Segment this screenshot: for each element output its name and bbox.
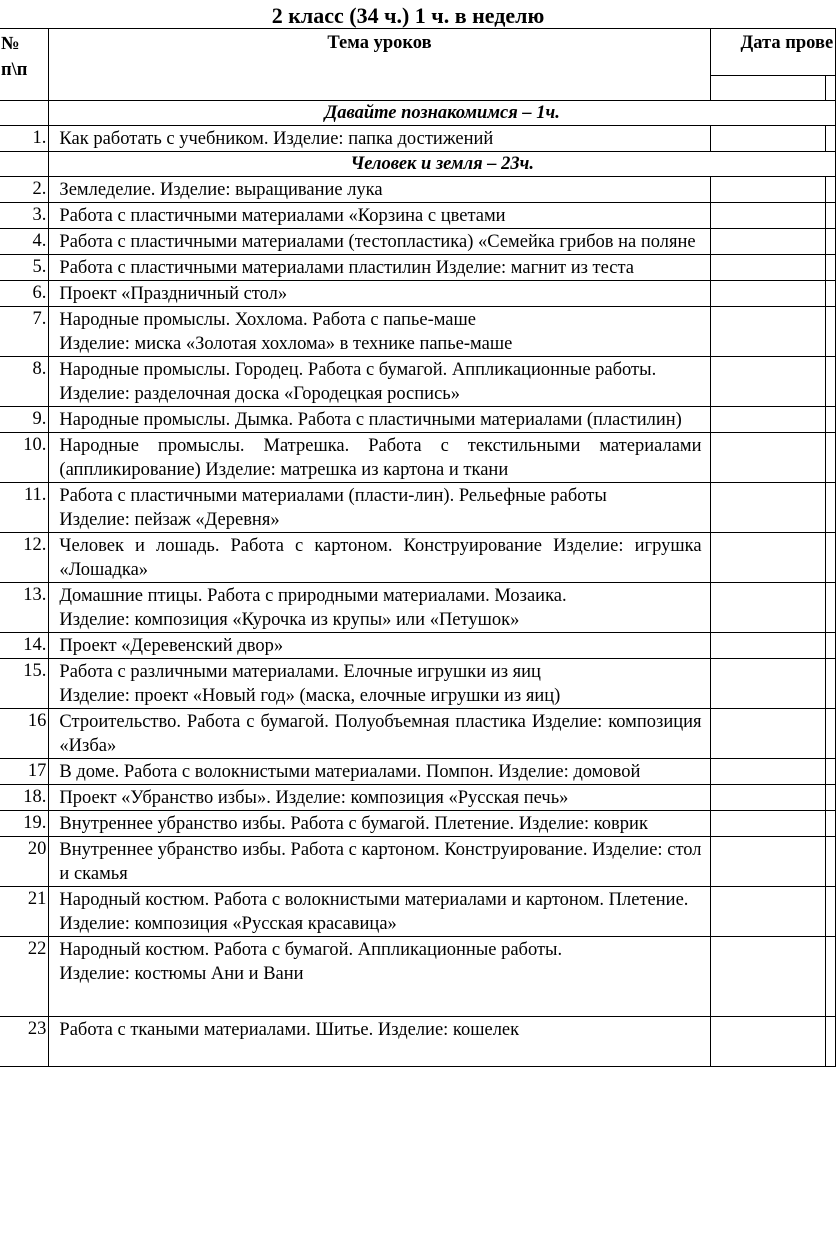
table-row <box>0 433 836 483</box>
lesson-topic <box>49 357 710 407</box>
date-cell <box>825 203 835 229</box>
date-cell <box>825 785 835 811</box>
date-cell <box>825 709 835 759</box>
date-cell <box>825 357 835 407</box>
lesson-topic-line: Работа с пластичными материалами (пласти-лин). Рельефные работы <box>59 486 607 506</box>
lesson-topic-line: Народные промыслы. Дымка. Работа с пластичными материалами (пластилин) <box>59 410 682 430</box>
lesson-topic <box>49 937 710 1017</box>
section-row <box>0 152 836 177</box>
table-row <box>0 659 836 709</box>
date-cell <box>710 785 825 811</box>
section-row <box>0 101 836 126</box>
date-cell <box>825 659 835 709</box>
lesson-number <box>0 307 49 357</box>
date-cell <box>710 357 825 407</box>
date-cell <box>710 126 825 152</box>
table-row <box>0 583 836 633</box>
date-cell <box>710 709 825 759</box>
date-cell <box>710 177 825 203</box>
lesson-topic <box>49 785 710 811</box>
lesson-number <box>0 433 49 483</box>
lesson-topic <box>49 533 710 583</box>
lesson-number <box>0 281 49 307</box>
date-cell <box>825 229 835 255</box>
table-row <box>0 177 836 203</box>
lesson-topic-line: Земледелие. Изделие: выращивание лука <box>59 180 383 200</box>
table-row <box>0 1017 836 1067</box>
date-cell <box>710 633 825 659</box>
lesson-topic-line: Изделие: пейзаж «Деревня» <box>59 510 280 530</box>
lesson-number <box>0 709 49 759</box>
date-cell <box>710 583 825 633</box>
lesson-topic <box>49 255 710 281</box>
lesson-number-text: 4. <box>32 231 47 251</box>
date-subcell <box>825 76 835 101</box>
lesson-plan-table <box>0 28 836 1067</box>
date-cell <box>710 307 825 357</box>
header-number: № п\п <box>0 29 49 101</box>
lesson-topic <box>49 307 710 357</box>
lesson-topic-line: Проект «Праздничный стол» <box>59 284 288 304</box>
lesson-topic <box>49 281 710 307</box>
lesson-number <box>0 229 49 255</box>
date-cell <box>825 583 835 633</box>
lesson-topic-line: Изделие: костюмы Ани и Вани <box>59 964 304 984</box>
lesson-topic-line: В доме. Работа с волокнистыми материалами. Помпон. Изделие: домовой <box>59 762 641 782</box>
lesson-topic-line: Изделие: проект «Новый год» (маска, елочные игрушки из яиц) <box>59 686 561 706</box>
lesson-topic <box>49 659 710 709</box>
lesson-number-text: 13. <box>23 585 47 605</box>
date-cell <box>710 433 825 483</box>
date-cell <box>825 307 835 357</box>
date-cell <box>710 887 825 937</box>
lesson-number <box>0 659 49 709</box>
date-cell <box>710 407 825 433</box>
date-cell <box>825 837 835 887</box>
lesson-topic <box>49 229 710 255</box>
table-row <box>0 229 836 255</box>
date-cell <box>710 255 825 281</box>
date-cell <box>825 433 835 483</box>
date-cell <box>825 483 835 533</box>
lesson-topic-line: Домашние птицы. Работа с природными материалами. Мозаика. <box>59 586 567 606</box>
lesson-topic <box>49 633 710 659</box>
lesson-topic-line: Народный костюм. Работа с волокнистыми материалами и картоном. Плетение. <box>59 890 689 910</box>
lesson-number <box>0 887 49 937</box>
lesson-topic <box>49 407 710 433</box>
date-cell <box>710 759 825 785</box>
lesson-topic <box>49 126 710 152</box>
lesson-number <box>0 126 49 152</box>
lesson-number-text: 19. <box>23 813 47 833</box>
lesson-number-text: 23 <box>27 1019 47 1039</box>
date-cell <box>710 659 825 709</box>
lesson-topic-line: Народный костюм. Работа с бумагой. Аппликационные работы. <box>59 940 563 960</box>
lesson-number <box>0 255 49 281</box>
table-row <box>0 887 836 937</box>
lesson-number-text: 11. <box>23 485 47 505</box>
lesson-number-text: 6. <box>32 283 47 303</box>
lesson-topic-line: Строительство. Работа с бумагой. Полуобъемная пластика Изделие: композиция «Изба» <box>59 712 702 756</box>
lesson-number-text: 7. <box>32 309 47 329</box>
lesson-topic <box>49 759 710 785</box>
table-row <box>0 837 836 887</box>
cell-spacer <box>59 1042 701 1066</box>
table-row <box>0 281 836 307</box>
lesson-number-text: 5. <box>32 257 47 277</box>
lesson-number <box>0 583 49 633</box>
lesson-topic <box>49 811 710 837</box>
date-cell <box>710 533 825 583</box>
lesson-topic <box>49 837 710 887</box>
date-cell <box>710 203 825 229</box>
lesson-topic-line: Изделие: композиция «Курочка из крупы» или «Петушок» <box>59 610 520 630</box>
lesson-topic-line: Работа с пластичными материалами (тестопластика) «Семейка грибов на поляне <box>59 232 696 252</box>
table-row <box>0 533 836 583</box>
table-row <box>0 937 836 1017</box>
section-num-cell <box>0 101 49 126</box>
table-row <box>0 633 836 659</box>
date-cell <box>825 177 835 203</box>
date-cell <box>710 837 825 887</box>
table-row <box>0 255 836 281</box>
table-row <box>0 811 836 837</box>
date-cell <box>825 126 835 152</box>
lesson-topic-line: Работа с пластичными материалами пластилин Изделие: магнит из теста <box>59 258 635 278</box>
lesson-topic <box>49 1017 710 1067</box>
date-cell <box>825 281 835 307</box>
cell-spacer <box>59 986 701 1016</box>
lesson-number-text: 10. <box>23 435 47 455</box>
lesson-number-text: 15. <box>23 661 47 681</box>
table-row <box>0 483 836 533</box>
lesson-topic-line: Народные промыслы. Хохлома. Работа с папье-маше <box>59 310 476 330</box>
date-cell <box>825 633 835 659</box>
table-row <box>0 307 836 357</box>
lesson-topic-line: Работа с пластичными материалами «Корзина с цветами <box>59 206 506 226</box>
lesson-topic <box>49 177 710 203</box>
lesson-number <box>0 1017 49 1067</box>
header-date: Дата прове <box>710 29 835 76</box>
lesson-number <box>0 811 49 837</box>
lesson-topic-line: Народные промыслы. Матрешка. Работа с текстильными материалами (аппликирование) Изделие: матрешка из картона и ткани <box>59 436 702 480</box>
date-cell <box>825 533 835 583</box>
section-title: Давайте познакомимся – 1ч. <box>49 101 836 126</box>
lesson-number-text: 3. <box>32 205 47 225</box>
lesson-number <box>0 533 49 583</box>
lesson-topic-line: Изделие: композиция «Русская красавица» <box>59 914 397 934</box>
lesson-number <box>0 937 49 1017</box>
lesson-number-text: 17 <box>27 761 47 781</box>
section-title: Человек и земля – 23ч. <box>49 152 836 177</box>
lesson-topic <box>49 203 710 229</box>
table-row <box>0 759 836 785</box>
table-row <box>0 126 836 152</box>
date-cell <box>825 937 835 1017</box>
date-cell <box>825 759 835 785</box>
lesson-topic <box>49 887 710 937</box>
lesson-topic-line: Изделие: разделочная доска «Городецкая роспись» <box>59 384 460 404</box>
lesson-topic-line: Внутреннее убранство избы. Работа с картоном. Конструирование. Изделие: стол и скамья <box>59 840 702 884</box>
lesson-topic-line: Работа с различными материалами. Елочные игрушки из яиц <box>59 662 541 682</box>
lesson-topic <box>49 483 710 533</box>
date-cell <box>825 1017 835 1067</box>
lesson-number <box>0 357 49 407</box>
section-num-cell <box>0 152 49 177</box>
lesson-number-text: 9. <box>32 409 47 429</box>
lesson-number-text: 1. <box>32 128 47 148</box>
date-cell <box>710 1017 825 1067</box>
date-cell <box>710 937 825 1017</box>
table-row <box>0 357 836 407</box>
lesson-number <box>0 633 49 659</box>
date-cell <box>825 887 835 937</box>
lesson-topic-line: Работа с ткаными материалами. Шитье. Изделие: кошелек <box>59 1020 520 1040</box>
lesson-topic-line: Человек и лошадь. Работа с картоном. Конструирование Изделие: игрушка «Лошадка» <box>59 536 702 580</box>
lesson-number-text: 22 <box>27 939 47 959</box>
lesson-number-text: 20 <box>27 839 47 859</box>
lesson-number <box>0 837 49 887</box>
date-cell <box>710 811 825 837</box>
date-cell <box>825 407 835 433</box>
lesson-topic <box>49 583 710 633</box>
lesson-topic <box>49 709 710 759</box>
date-subcell <box>710 76 825 101</box>
header-topic: Тема уроков <box>49 29 710 101</box>
date-cell <box>710 483 825 533</box>
lesson-number <box>0 483 49 533</box>
lesson-number-text: 18. <box>23 787 47 807</box>
lesson-number-text: 16 <box>27 711 47 731</box>
date-cell <box>710 229 825 255</box>
lesson-number-text: 14. <box>23 635 47 655</box>
lesson-number <box>0 785 49 811</box>
date-cell <box>825 255 835 281</box>
lesson-topic-line: Проект «Деревенский двор» <box>59 636 284 656</box>
date-cell <box>710 281 825 307</box>
lesson-topic <box>49 433 710 483</box>
lesson-topic-line: Изделие: миска «Золотая хохлома» в технике папье-маше <box>59 334 513 354</box>
date-cell <box>825 811 835 837</box>
lesson-number <box>0 759 49 785</box>
lesson-number-text: 8. <box>32 359 47 379</box>
lesson-number-text: 21 <box>27 889 47 909</box>
table-row <box>0 407 836 433</box>
lesson-number <box>0 407 49 433</box>
lesson-number <box>0 203 49 229</box>
table-row <box>0 709 836 759</box>
lesson-number-text: 12. <box>23 535 47 555</box>
lesson-number-text: 2. <box>32 179 47 199</box>
page-title: 2 класс (34 ч.) 1 ч. в неделю <box>271 3 545 28</box>
table-row <box>0 203 836 229</box>
lesson-topic-line: Как работать с учебником. Изделие: папка достижений <box>59 129 494 149</box>
lesson-number <box>0 177 49 203</box>
lesson-topic-line: Внутреннее убранство избы. Работа с бумагой. Плетение. Изделие: коврик <box>59 814 648 834</box>
lesson-topic-line: Народные промыслы. Городец. Работа с бумагой. Аппликационные работы. <box>59 360 657 380</box>
lesson-topic-line: Проект «Убранство избы». Изделие: композиция «Русская печь» <box>59 788 569 808</box>
table-row <box>0 785 836 811</box>
